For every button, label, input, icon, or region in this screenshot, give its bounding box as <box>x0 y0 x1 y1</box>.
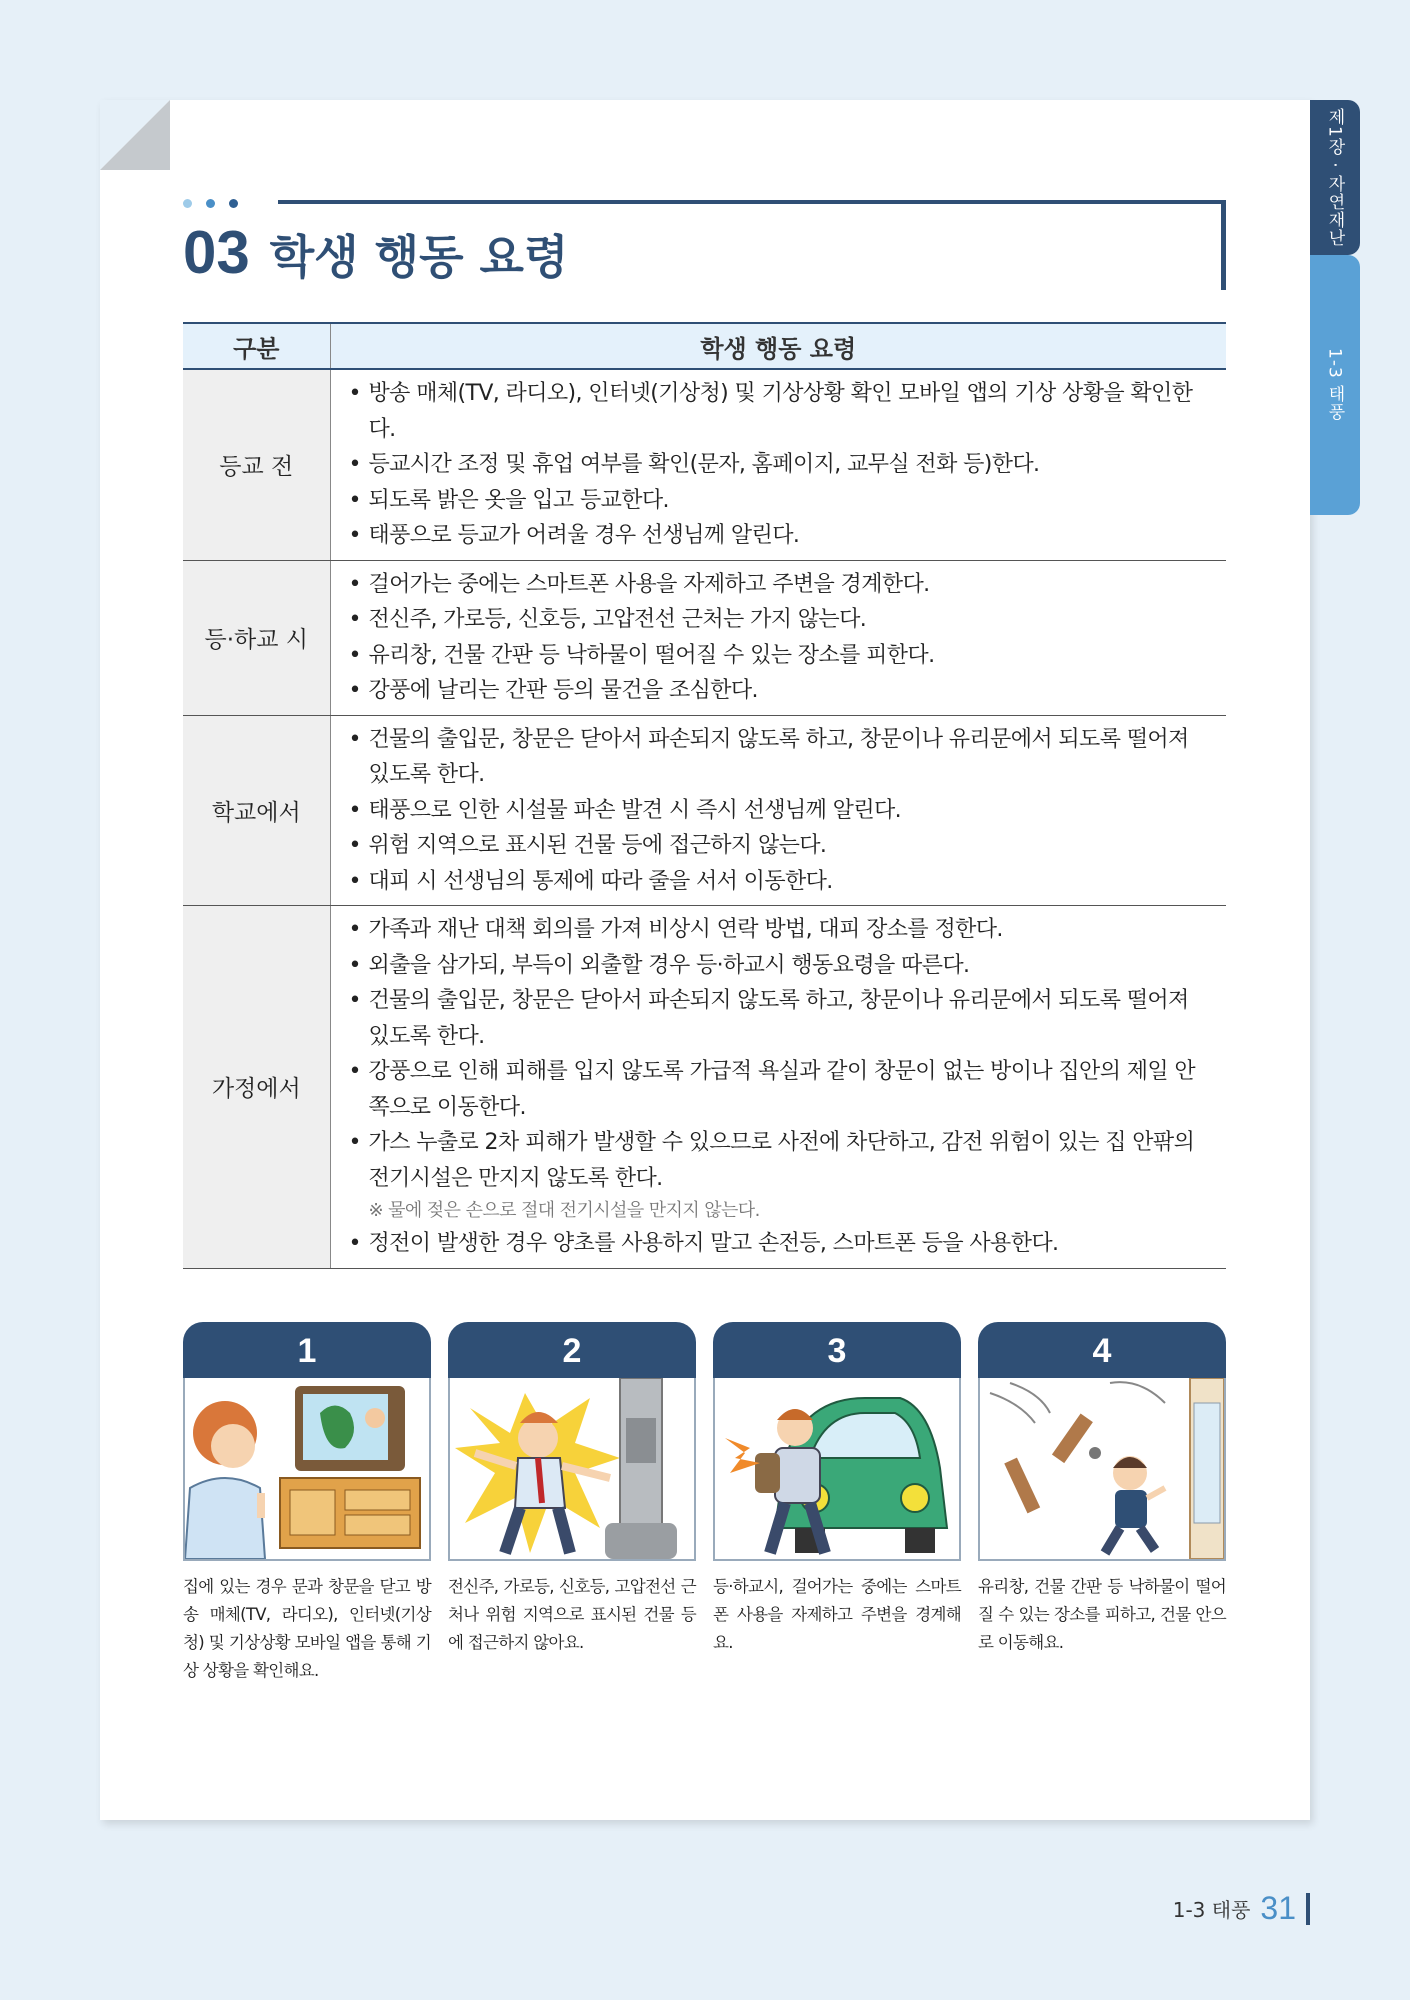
card-illustration-building <box>978 1378 1226 1561</box>
page-corner-fold <box>100 100 170 170</box>
chapter-tab[interactable] <box>1310 100 1360 255</box>
note-text: ※ 물에 젖은 손으로 절대 전기시설을 만지지 않는다. <box>368 1200 760 1221</box>
list-item: • 강풍에 날리는 간판 등의 물건을 조심한다. <box>347 673 1213 709</box>
row-items <box>330 369 1226 560</box>
row-items <box>330 560 1226 715</box>
row-category: 가정에서 <box>183 906 330 1269</box>
list-item: • 등교시간 조정 및 휴업 여부를 확인(문자, 홈페이지, 교무실 전화 등)한다. <box>347 447 1213 483</box>
card-4 <box>978 1322 1226 1685</box>
row-category: 학교에서 <box>183 715 330 906</box>
page-title <box>183 218 568 287</box>
list-item: • 정전이 발생한 경우 양초를 사용하지 말고 손전등, 스마트폰 등을 사용한다. <box>347 1226 1213 1262</box>
card-2 <box>448 1322 696 1685</box>
section-tab-label: 1-3 태풍 <box>1324 348 1345 422</box>
table-header-row <box>183 323 1226 369</box>
page-number: 31 <box>1260 1890 1296 1926</box>
list-item: • 걸어가는 중에는 스마트폰 사용을 자제하고 주변을 경계한다. <box>347 567 1213 603</box>
card-number: 3 <box>713 1322 961 1378</box>
list-item: • 대피 시 선생님의 통제에 따라 줄을 서서 이동한다. <box>347 864 1213 900</box>
heading-dots <box>183 199 238 208</box>
card-number: 4 <box>978 1322 1226 1378</box>
list-item: • 가족과 재난 대책 회의를 가져 비상시 연락 방법, 대피 장소를 정한다. <box>347 912 1213 948</box>
illustration-cards <box>183 1322 1226 1685</box>
list-item: • 전신주, 가로등, 신호등, 고압전선 근처는 가지 않는다. <box>347 602 1213 638</box>
card-illustration-tv <box>183 1378 431 1561</box>
card-caption: 집에 있는 경우 문과 창문을 닫고 방송 매체(TV, 라디오), 인터넷(기상청) 및 기상상황 모바일 앱을 통해 기상 상황을 확인해요. <box>183 1577 431 1680</box>
card-illustration-pole <box>448 1378 696 1561</box>
list-item: • 강풍으로 인해 피해를 입지 않도록 가급적 욕실과 같이 창문이 없는 방이나 집안의 제일 안쪽으로 이동한다. <box>347 1054 1213 1125</box>
list-item: • 태풍으로 인한 시설물 파손 발견 시 즉시 선생님께 알린다. <box>347 793 1213 829</box>
list-item: • 가스 누출로 2차 피해가 발생할 수 있으므로 사전에 차단하고, 감전 위험이 있는 집 안팎의 전기시설은 만지지 않도록 한다. <box>347 1125 1213 1196</box>
list-item: • 방송 매체(TV, 라디오), 인터넷(기상청) 및 기상상황 확인 모바일 앱의 기상 상황을 확인한다. <box>347 376 1213 447</box>
card-number: 1 <box>183 1322 431 1378</box>
section-tab[interactable] <box>1310 255 1360 515</box>
page-footer <box>1173 1890 1310 1927</box>
header-actions: 학생 행동 요령 <box>330 323 1226 369</box>
list-item: • 건물의 출입문, 창문은 닫아서 파손되지 않도록 하고, 창문이나 유리문에서 되도록 떨어져 있도록 한다. <box>347 983 1213 1054</box>
card-3 <box>713 1322 961 1685</box>
chapter-tab-label: 제1장 · 자연재난 <box>1324 107 1345 248</box>
list-item: • 외출을 삼가되, 부득이 외출할 경우 등·하교시 행동요령을 따른다. <box>347 948 1213 984</box>
row-items <box>330 715 1226 906</box>
list-item: • 되도록 밝은 옷을 입고 등교한다. <box>347 483 1213 519</box>
list-item: • 위험 지역으로 표시된 건물 등에 접근하지 않는다. <box>347 828 1213 864</box>
row-category: 등·하교 시 <box>183 560 330 715</box>
row-items <box>330 906 1226 1269</box>
table-row <box>183 369 1226 560</box>
table-row <box>183 560 1226 715</box>
header-category: 구분 <box>183 323 330 369</box>
list-item: • 유리창, 건물 간판 등 낙하물이 떨어질 수 있는 장소를 피한다. <box>347 638 1213 674</box>
row-category: 등교 전 <box>183 369 330 560</box>
guide-table <box>183 322 1226 1269</box>
table-row <box>183 715 1226 906</box>
list-item: • 태풍으로 등교가 어려울 경우 선생님께 알린다. <box>347 518 1213 554</box>
card-illustration-car <box>713 1378 961 1561</box>
list-item: • 건물의 출입문, 창문은 닫아서 파손되지 않도록 하고, 창문이나 유리문에서 되도록 떨어져 있도록 한다. <box>347 722 1213 793</box>
card-1 <box>183 1322 431 1685</box>
card-number: 2 <box>448 1322 696 1378</box>
card-caption: 유리창, 건물 간판 등 낙하물이 떨어질 수 있는 장소를 피하고, 건물 안으로 이동해요. <box>978 1577 1226 1652</box>
card-caption: 등·하교시, 걸어가는 중에는 스마트폰 사용을 자제하고 주변을 경계해요. <box>713 1577 961 1652</box>
heading-number: 03 <box>183 219 250 286</box>
footer-section: 1-3 태풍 <box>1172 1898 1251 1922</box>
table-row <box>183 906 1226 1269</box>
card-caption: 전신주, 가로등, 신호등, 고압전선 근처나 위험 지역으로 표시된 건물 등에 접근하지 않아요. <box>448 1577 696 1652</box>
footer-bar <box>1306 1893 1310 1925</box>
heading-title: 학생 행동 요령 <box>269 230 569 284</box>
